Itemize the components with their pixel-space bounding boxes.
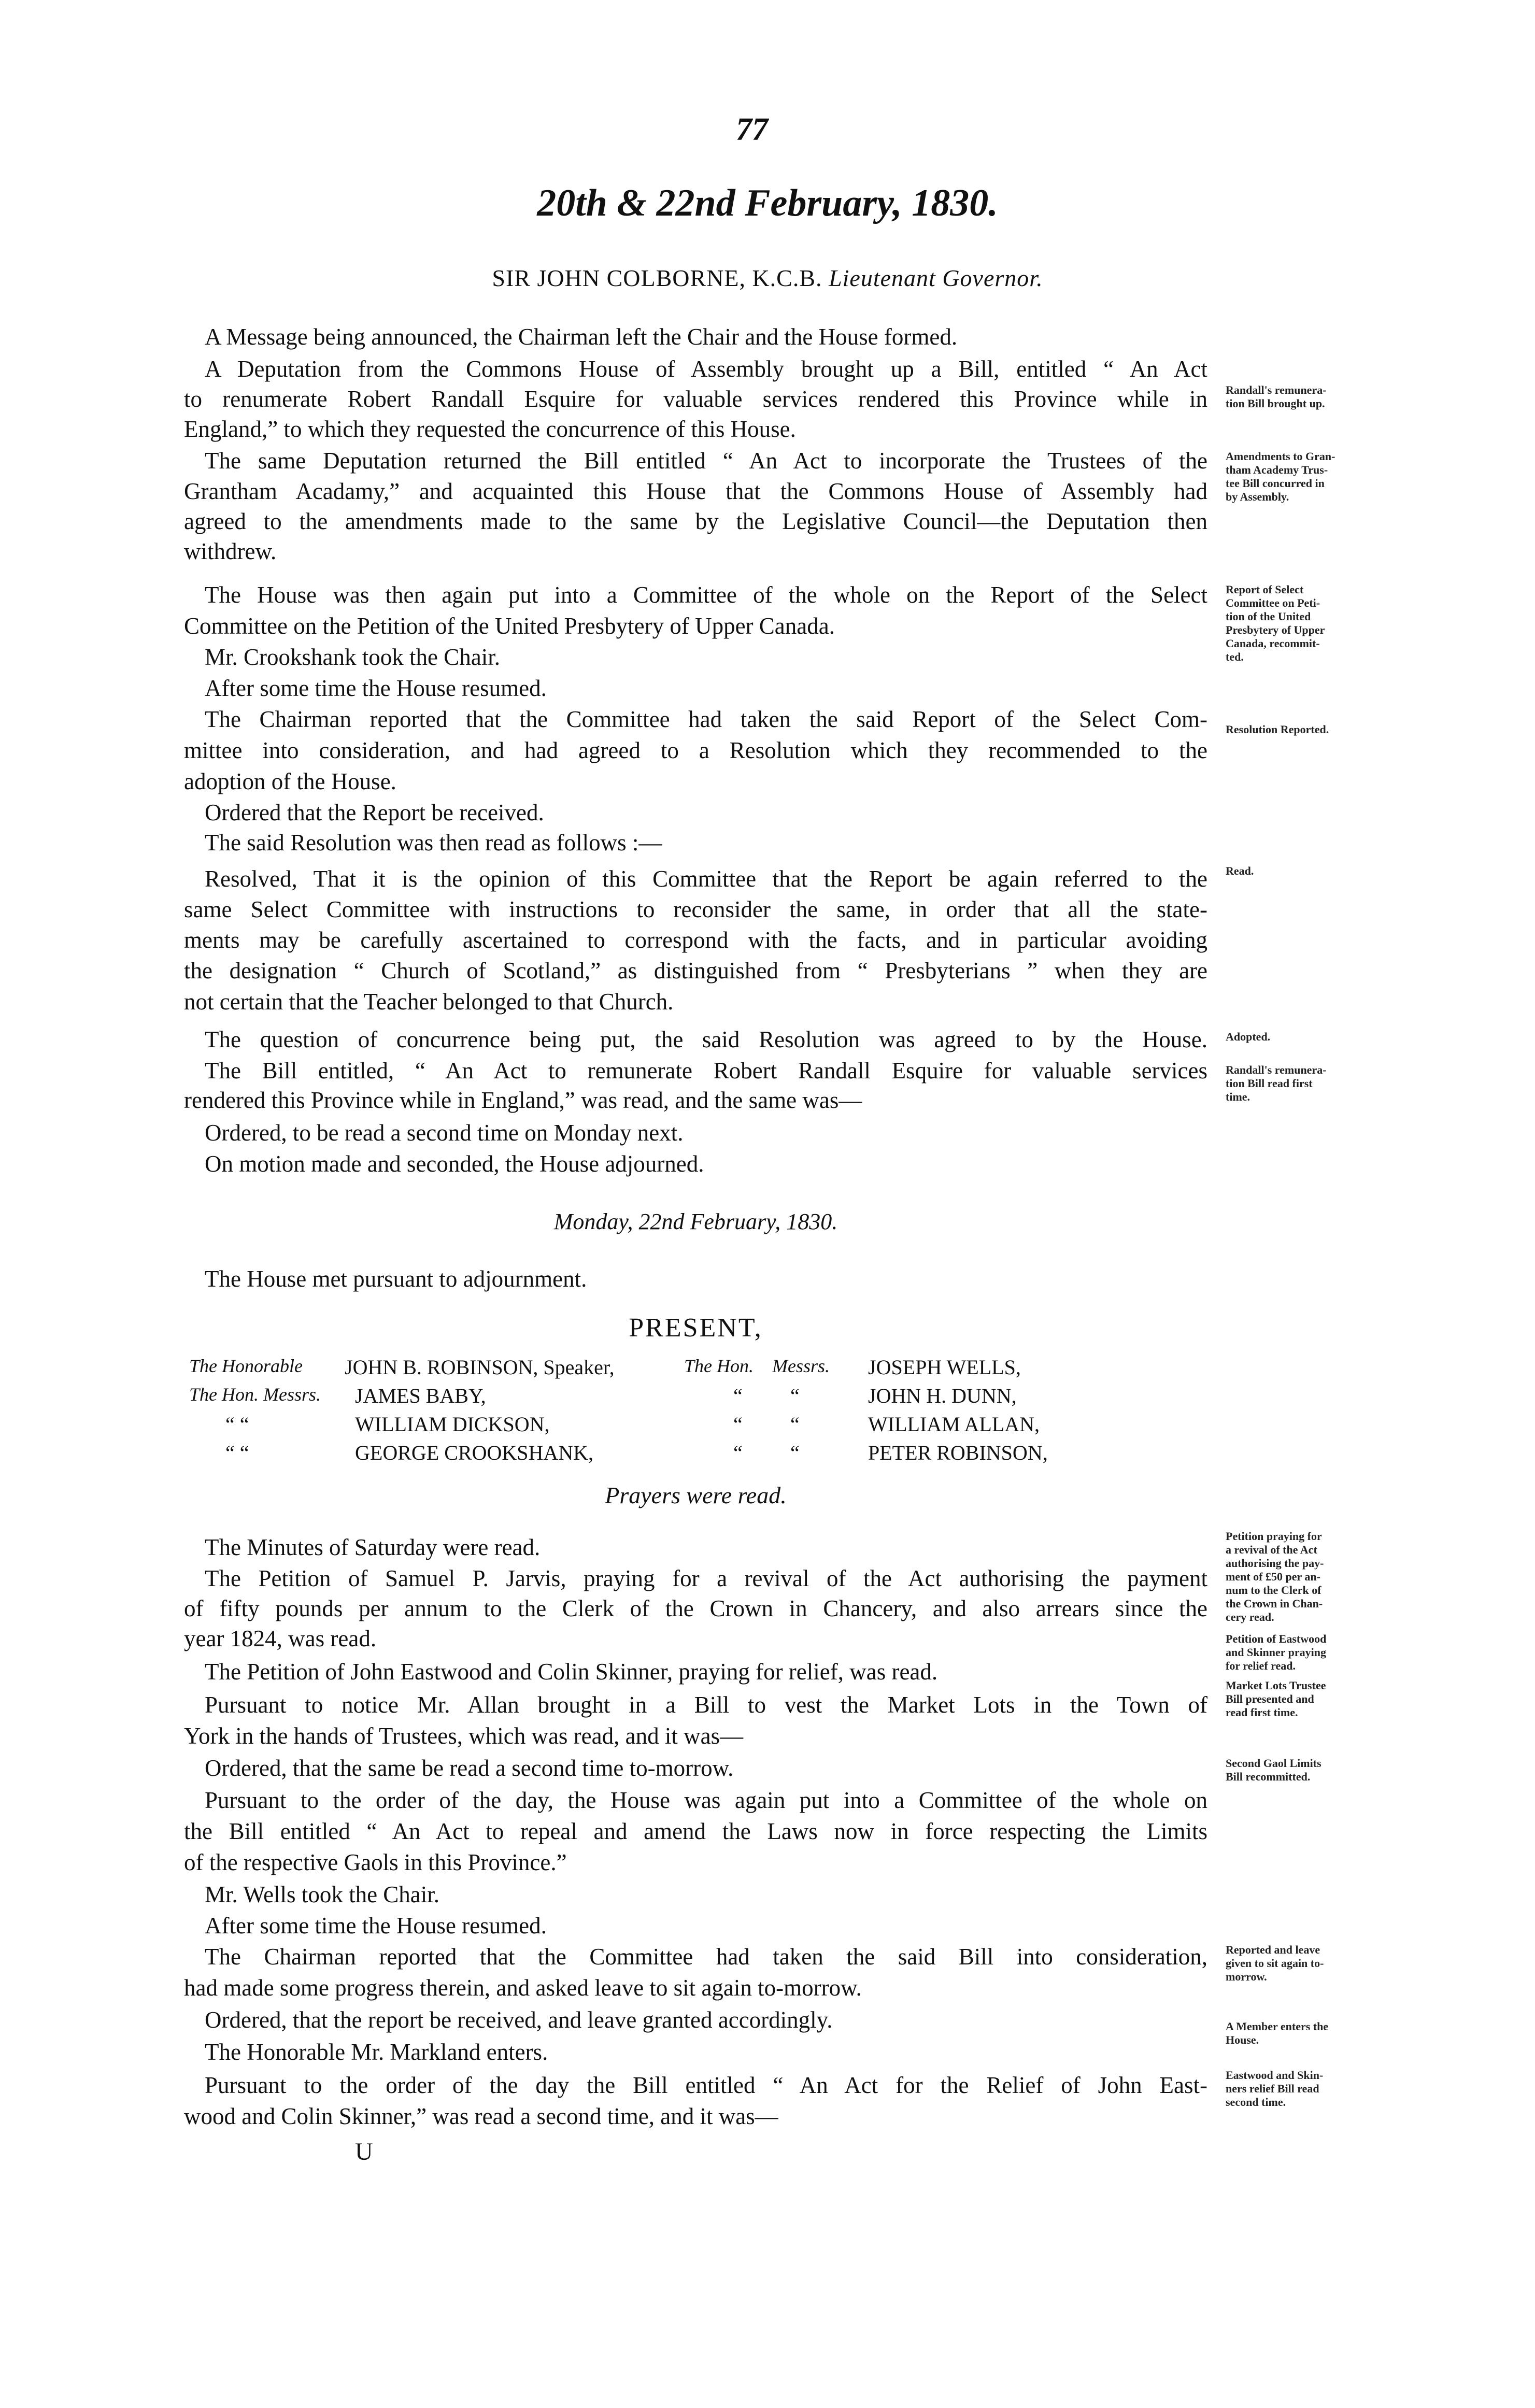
margin-note [1226,383,1397,410]
margin-note-line: Adopted. [1226,1030,1271,1043]
dateline: 20th & 22nd February, 1830. [537,182,998,224]
text-line: year 1824, was read. [184,1626,377,1651]
text-line: The said Resolution was then read as follows :— [205,830,662,856]
margin-note-line: Petition of Eastwood [1226,1632,1327,1645]
governor-line [0,264,1535,292]
text-line: On motion made and seconded, the House adjourned. [205,1151,704,1177]
margin-note-line: Committee on Peti- [1226,596,1320,609]
margin-note-line: Petition praying for [1226,1530,1322,1543]
text-line: of the respective Gaols in this Province.” [184,1849,567,1875]
present-row [184,1412,1207,1439]
ditto-mark: “ [790,1384,800,1407]
margin-note-line: ners relief Bill read [1226,2082,1319,2095]
ditto-mark: “ [790,1413,800,1436]
text-line: had made some progress therein, and asked leave to sit again to-morrow. [184,1975,862,2001]
margin-note-line: authorising the pay- [1226,1557,1324,1570]
margin-note-line: for relief read. [1226,1659,1296,1672]
margin-note-line: tion of the United [1226,610,1311,623]
text-line: Mr. Wells took the Chair. [205,1882,440,1907]
text-line: same Select Committee with instructions to reconsider the same, in order that all the state- [184,896,1207,922]
text-line: adoption of the House. [184,768,396,794]
margin-note-line: Amendments to Gran- [1226,450,1335,463]
present-member: JOSEPH WELLS, [868,1356,1021,1379]
margin-note-line: Report of Select [1226,583,1304,596]
text-line: The question of concurrence being put, the said Resolution was agreed to by the House. [205,1027,1207,1052]
present-title: The Hon. Messrs. [189,1384,321,1405]
text-line: to renumerate Robert Randall Esquire for valuable services rendered this Province while in [184,386,1207,412]
margin-note [1226,583,1397,664]
present-member: GEORGE CROOKSHANK, [355,1441,594,1464]
margin-note-line: and Skinner praying [1226,1646,1327,1659]
margin-note [1226,1632,1397,1673]
ditto-mark: “ [733,1441,743,1464]
margin-note [1226,2020,1397,2047]
margin-note [1226,1030,1397,1044]
margin-note-line: ment of £50 per an- [1226,1570,1320,1583]
margin-note-line: Canada, recommit- [1226,637,1320,650]
margin-note-line: Second Gaol Limits [1226,1757,1321,1770]
margin-note-line: given to sit again to- [1226,1957,1324,1970]
present-member: JAMES BABY, [355,1384,486,1407]
text-line: the Bill entitled “ An Act to repeal and amend the Laws now in force respecting the Limits [184,1818,1207,1844]
margin-note-line: morrow. [1226,1970,1267,1983]
present-member: JOHN B. ROBINSON, Speaker, [345,1356,615,1379]
margin-note [1226,1943,1397,1984]
margin-note-line: tham Academy Trus- [1226,463,1328,476]
margin-note-line: a revival of the Act [1226,1543,1317,1556]
sub-date: Monday, 22nd February, 1830. [553,1209,838,1234]
margin-note-line: num to the Clerk of [1226,1584,1321,1597]
text-line: not certain that the Teacher belonged to that Church. [184,989,674,1015]
text-line: mittee into consideration, and had agreed to a Resolution which they recommended to the [184,737,1207,763]
margin-note [1226,1757,1397,1784]
text-line: Ordered that the Report be received. [205,800,544,825]
margin-note-line: time. [1226,1090,1250,1103]
present-title: Messrs. [772,1356,830,1376]
margin-note-line: Read. [1226,864,1254,877]
present-row [184,1355,1207,1382]
ditto-mark: “ “ [225,1413,249,1436]
text-line: England,” to which they requested the concurrence of this House. [184,416,796,442]
margin-note-line: Bill recommitted. [1226,1770,1311,1783]
text-line: The Minutes of Saturday were read. [205,1534,541,1560]
margin-note-line: Randall's remunera- [1226,383,1327,396]
present-row [184,1384,1207,1410]
governor-name: SIR JOHN COLBORNE, K.C.B. [492,265,822,291]
margin-note-line: tion Bill brought up. [1226,397,1325,410]
margin-note [1226,1530,1397,1624]
present-member: WILLIAM DICKSON, [355,1413,550,1436]
governor-title: Lieutenant Governor. [829,265,1043,291]
page-number: 77 [736,112,768,147]
text-line: withdrew. [184,538,277,564]
text-line: Pursuant to the order of the day the Bill entitled “ An Act for the Relief of John East- [205,2072,1207,2098]
text-line: The Chairman reported that the Committee had taken the said Bill into consideration, [205,1944,1207,1970]
margin-note-line: read first time. [1226,1706,1298,1719]
margin-note [1226,2069,1397,2109]
text-line: The same Deputation returned the Bill entitled “ An Act to incorporate the Trustees of the [205,448,1207,474]
margin-note-line: Reported and leave [1226,1943,1320,1956]
text-line: Pursuant to notice Mr. Allan brought in a Bill to vest the Market Lots in the Town of [205,1692,1207,1718]
prayers-line: Prayers were read. [605,1482,787,1508]
ditto-mark: “ [733,1413,743,1436]
margin-note-line: Eastwood and Skin- [1226,2069,1324,2082]
signature-mark: U [355,2138,373,2165]
present-member: WILLIAM ALLAN, [868,1413,1040,1436]
present-row [184,1441,1207,1467]
ditto-mark: “ [733,1384,743,1407]
text-line: York in the hands of Trustees, which was read, and it was— [184,1723,744,1749]
ditto-mark: “ “ [225,1441,249,1464]
text-line: The House met pursuant to adjournment. [205,1266,587,1292]
text-line: The Honorable Mr. Markland enters. [205,2039,548,2065]
text-line: After some time the House resumed. [205,675,547,701]
margin-note [1226,450,1397,504]
text-line: wood and Colin Skinner,” was read a second time, and it was— [184,2103,778,2129]
text-line: the designation “ Church of Scotland,” as distinguished from “ Presbyterians ” when they are [184,958,1207,984]
margin-note-line: A Member enters the [1226,2020,1329,2033]
text-line: The Bill entitled, “ An Act to remunerate Robert Randall Esquire for valuable services [205,1058,1207,1084]
present-member: PETER ROBINSON, [868,1441,1048,1464]
margin-note-line: by Assembly. [1226,490,1289,503]
text-line: The Chairman reported that the Committee had taken the said Report of the Select Com- [205,706,1207,732]
text-line: The Petition of John Eastwood and Colin Skinner, praying for relief, was read. [205,1659,938,1685]
present-title: The Honorable [189,1356,303,1376]
text-line: Committee on the Petition of the United Presbytery of Upper Canada. [184,613,835,639]
text-line: Ordered, that the same be read a second time to-morrow. [205,1755,734,1781]
present-title: The Hon. [684,1356,754,1376]
margin-note [1226,723,1397,736]
margin-note [1226,864,1397,878]
text-line: A Deputation from the Commons House of Assembly brought up a Bill, entitled “ An Act [205,356,1207,382]
margin-note-line: Market Lots Trustee [1226,1679,1326,1692]
text-line: Ordered, that the report be received, and leave granted accordingly. [205,2007,833,2033]
margin-note [1226,1063,1397,1104]
text-line: Grantham Acadamy,” and acquainted this House that the Commons House of Assembly had [184,478,1207,504]
text-line: Ordered, to be read a second time on Monday next. [205,1120,684,1146]
margin-note-line: House. [1226,2033,1259,2046]
margin-note-line: second time. [1226,2096,1286,2108]
text-line: of fifty pounds per annum to the Clerk of the Crown in Chancery, and also arrears since the [184,1595,1207,1621]
margin-note-line: Randall's remunera- [1226,1063,1327,1076]
text-line: Pursuant to the order of the day, the House was again put into a Committee of the whole on [205,1787,1207,1813]
text-line: The House was then again put into a Committee of the whole on the Report of the Select [205,582,1207,608]
margin-note-line: tee Bill concurred in [1226,477,1325,490]
margin-note-line: Bill presented and [1226,1692,1314,1705]
margin-note-line: the Crown in Chan- [1226,1597,1323,1610]
text-line: A Message being announced, the Chairman left the Chair and the House formed. [205,324,958,350]
margin-note [1226,1679,1397,1719]
margin-note-line: tion Bill read first [1226,1077,1313,1090]
text-line: rendered this Province while in England,” was read, and the same was— [184,1087,862,1113]
present-heading: PRESENT, [629,1313,763,1343]
text-line: ments may be carefully ascertained to correspond with the facts, and in particular avoiding [184,927,1207,953]
text-line: Mr. Crookshank took the Chair. [205,644,500,670]
margin-note-line: Resolution Reported. [1226,723,1329,736]
present-member: JOHN H. DUNN, [868,1384,1017,1407]
margin-note-line: cery read. [1226,1611,1274,1623]
margin-note-line: Presbytery of Upper [1226,623,1325,636]
text-line: Resolved, That it is the opinion of this Committee that the Report be again referred to the [205,866,1207,892]
ditto-mark: “ [790,1441,800,1464]
text-line: agreed to the amendments made to the same by the Legislative Council—the Deputation then [184,508,1207,534]
text-line: After some time the House resumed. [205,1913,547,1939]
margin-note-line: ted. [1226,650,1244,663]
text-line: The Petition of Samuel P. Jarvis, praying for a revival of the Act authorising the payment [205,1565,1207,1591]
